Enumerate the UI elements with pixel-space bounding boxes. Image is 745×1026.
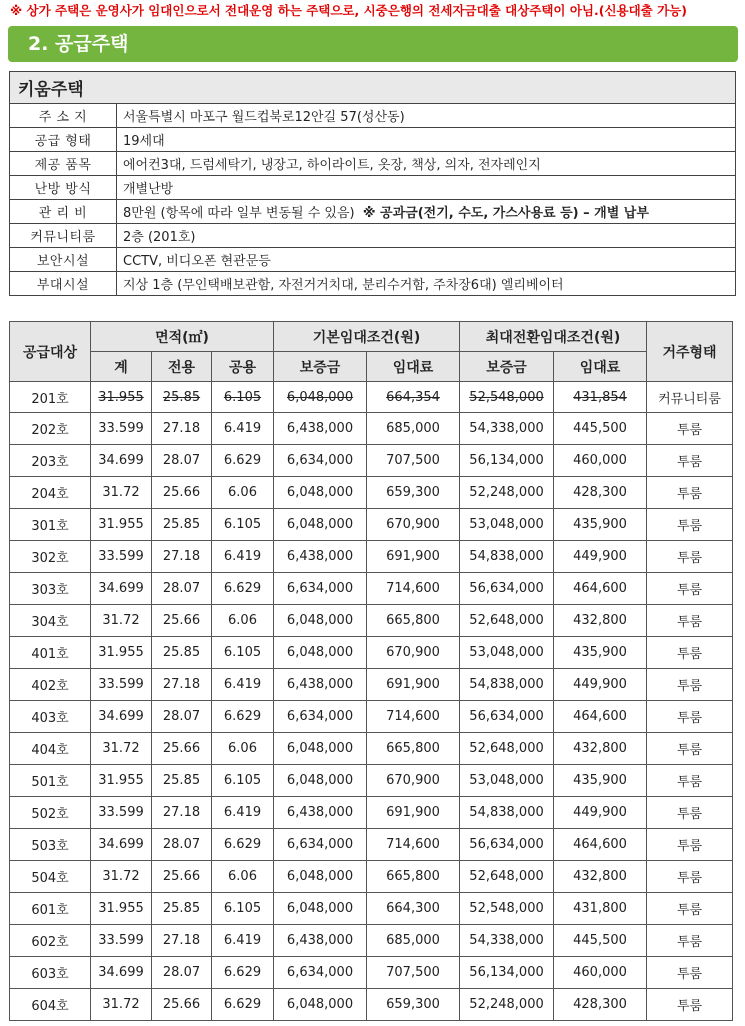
info-row-security [10, 248, 736, 272]
info-value [117, 200, 736, 224]
max-rent-cell: 428,300 [554, 989, 647, 1021]
area-private-cell: 27.18 [152, 925, 212, 957]
deposit-cell: 6,048,000 [274, 893, 367, 925]
max-deposit-cell: 52,548,000 [460, 893, 554, 925]
rent-cell: 665,800 [367, 733, 460, 765]
info-row-community [10, 224, 736, 248]
unit-cell: 604호 [10, 989, 91, 1021]
area-common-cell: 6.06 [212, 733, 274, 765]
area-private-cell: 27.18 [152, 669, 212, 701]
max-deposit-cell: 52,648,000 [460, 733, 554, 765]
deposit-cell: 6,048,000 [274, 637, 367, 669]
table-row [10, 477, 733, 509]
info-label: 보안시설 [10, 248, 117, 272]
info-row-facilities [10, 272, 736, 296]
deposit-cell: 6,634,000 [274, 573, 367, 605]
rent-cell: 664,300 [367, 893, 460, 925]
area-total-cell: 31.955 [91, 509, 152, 541]
deposit-cell: 6,438,000 [274, 797, 367, 829]
header-unit: 공급대상 [10, 322, 91, 382]
type-cell: 투룸 [647, 509, 733, 541]
info-row-address [10, 104, 736, 128]
rent-cell: 714,600 [367, 829, 460, 861]
table-row [10, 861, 733, 893]
rent-cell: 685,000 [367, 925, 460, 957]
max-rent-cell: 445,500 [554, 925, 647, 957]
deposit-cell: 6,048,000 [274, 509, 367, 541]
info-label: 부대시설 [10, 272, 117, 296]
deposit-cell: 6,048,000 [274, 989, 367, 1021]
type-cell: 투룸 [647, 701, 733, 733]
max-rent-cell: 449,900 [554, 669, 647, 701]
type-cell: 투룸 [647, 477, 733, 509]
header-base-lease: 기본임대조건(원) [274, 322, 460, 352]
info-value: 개별난방 [117, 176, 736, 200]
unit-cell: 304호 [10, 605, 91, 637]
type-cell: 투룸 [647, 637, 733, 669]
area-total-cell: 31.955 [91, 893, 152, 925]
area-private-cell: 27.18 [152, 413, 212, 445]
maintenance-fee: 8만원 (항목에 따라 일부 변동될 수 있음) [123, 206, 355, 221]
max-deposit-cell: 56,634,000 [460, 701, 554, 733]
unit-cell: 302호 [10, 541, 91, 573]
max-deposit-cell: 56,134,000 [460, 957, 554, 989]
deposit-cell: 6,048,000 [274, 733, 367, 765]
area-common-cell: 6.06 [212, 477, 274, 509]
type-cell: 커뮤니티룸 [647, 382, 733, 413]
deposit-cell: 6,634,000 [274, 445, 367, 477]
deposit-cell: 6,048,000 [274, 765, 367, 797]
max-deposit-cell: 53,048,000 [460, 509, 554, 541]
max-deposit-cell: 54,338,000 [460, 413, 554, 445]
type-cell: 투룸 [647, 605, 733, 637]
area-private-cell: 28.07 [152, 573, 212, 605]
notice-text: ※ 상가 주택은 운영사가 임대인으로서 전대운영 하는 주택으로, 시중은행의 전세자금대출 대상주택이 아님.(신용대출 가능) [10, 3, 687, 18]
section-title: 2. 공급주택 [8, 26, 738, 62]
area-total-cell: 34.699 [91, 701, 152, 733]
area-private-cell: 25.66 [152, 733, 212, 765]
units-table [9, 321, 733, 1021]
table-row [10, 605, 733, 637]
area-total-cell: 33.599 [91, 797, 152, 829]
table-row [10, 413, 733, 445]
area-private-cell: 28.07 [152, 445, 212, 477]
type-cell: 투룸 [647, 893, 733, 925]
area-common-cell: 6.629 [212, 989, 274, 1021]
area-private-cell: 28.07 [152, 957, 212, 989]
type-cell: 투룸 [647, 669, 733, 701]
deposit-cell: 6,048,000 [274, 861, 367, 893]
rent-cell: 670,900 [367, 637, 460, 669]
max-rent-cell: 460,000 [554, 957, 647, 989]
max-deposit-cell: 52,548,000 [460, 382, 554, 413]
area-total-cell: 33.599 [91, 925, 152, 957]
unit-cell: 402호 [10, 669, 91, 701]
house-name: 키움주택 [10, 72, 736, 104]
max-rent-cell: 432,800 [554, 605, 647, 637]
rent-cell: 664,354 [367, 382, 460, 413]
max-deposit-cell: 54,838,000 [460, 797, 554, 829]
area-total-cell: 31.955 [91, 765, 152, 797]
unit-cell: 203호 [10, 445, 91, 477]
type-cell: 투룸 [647, 861, 733, 893]
header-area: 면적(㎡) [91, 322, 274, 352]
info-value: 19세대 [117, 128, 736, 152]
header-type: 거주형태 [647, 322, 733, 382]
table-row [10, 925, 733, 957]
table-row [10, 445, 733, 477]
max-rent-cell: 464,600 [554, 701, 647, 733]
area-private-cell: 28.07 [152, 701, 212, 733]
table-row [10, 669, 733, 701]
deposit-cell: 6,438,000 [274, 669, 367, 701]
info-row-maintenance [10, 200, 736, 224]
info-label: 주 소 지 [10, 104, 117, 128]
area-total-cell: 31.72 [91, 861, 152, 893]
unit-cell: 501호 [10, 765, 91, 797]
unit-cell: 404호 [10, 733, 91, 765]
info-value: 서울특별시 마포구 월드컵북로12안길 57(성산동) [117, 104, 736, 128]
max-deposit-cell: 56,634,000 [460, 573, 554, 605]
max-rent-cell: 432,800 [554, 861, 647, 893]
unit-cell: 301호 [10, 509, 91, 541]
type-cell: 투룸 [647, 733, 733, 765]
area-private-cell: 25.66 [152, 989, 212, 1021]
table-row [10, 733, 733, 765]
area-common-cell: 6.629 [212, 829, 274, 861]
table-row [10, 573, 733, 605]
area-total-cell: 33.599 [91, 669, 152, 701]
info-label: 공급 형태 [10, 128, 117, 152]
rent-cell: 665,800 [367, 861, 460, 893]
info-label: 관 리 비 [10, 200, 117, 224]
header-deposit: 보증금 [274, 352, 367, 382]
rent-cell: 659,300 [367, 477, 460, 509]
type-cell: 투룸 [647, 445, 733, 477]
info-value: 지상 1층 (무인택배보관함, 자전거거치대, 분리수거함, 주차장6대) 엘리베이터 [117, 272, 736, 296]
header-max-deposit: 보증금 [460, 352, 554, 382]
units-table-body [10, 382, 733, 1021]
area-private-cell: 25.85 [152, 893, 212, 925]
info-row-supply-type [10, 128, 736, 152]
max-deposit-cell: 54,838,000 [460, 669, 554, 701]
max-deposit-cell: 56,134,000 [460, 445, 554, 477]
table-row [10, 701, 733, 733]
area-total-cell: 34.699 [91, 829, 152, 861]
info-label: 제공 품목 [10, 152, 117, 176]
area-private-cell: 27.18 [152, 541, 212, 573]
max-deposit-cell: 56,634,000 [460, 829, 554, 861]
rent-cell: 691,900 [367, 541, 460, 573]
rent-cell: 714,600 [367, 701, 460, 733]
area-common-cell: 6.419 [212, 925, 274, 957]
type-cell: 투룸 [647, 541, 733, 573]
area-common-cell: 6.629 [212, 445, 274, 477]
table-row [10, 541, 733, 573]
area-total-cell: 34.699 [91, 957, 152, 989]
deposit-cell: 6,438,000 [274, 925, 367, 957]
rent-cell: 707,500 [367, 957, 460, 989]
max-rent-cell: 435,900 [554, 637, 647, 669]
rent-cell: 670,900 [367, 509, 460, 541]
area-total-cell: 34.699 [91, 573, 152, 605]
unit-cell: 601호 [10, 893, 91, 925]
header-rent: 임대료 [367, 352, 460, 382]
deposit-cell: 6,634,000 [274, 829, 367, 861]
deposit-cell: 6,048,000 [274, 605, 367, 637]
area-common-cell: 6.419 [212, 797, 274, 829]
type-cell: 투룸 [647, 925, 733, 957]
area-private-cell: 25.85 [152, 637, 212, 669]
area-private-cell: 25.85 [152, 509, 212, 541]
area-total-cell: 31.955 [91, 637, 152, 669]
area-total-cell: 34.699 [91, 445, 152, 477]
info-label: 커뮤니티룸 [10, 224, 117, 248]
max-rent-cell: 460,000 [554, 445, 647, 477]
area-total-cell: 31.72 [91, 605, 152, 637]
table-row [10, 509, 733, 541]
table-row [10, 382, 733, 413]
area-private-cell: 25.85 [152, 765, 212, 797]
max-deposit-cell: 52,648,000 [460, 605, 554, 637]
table-row [10, 637, 733, 669]
area-total-cell: 33.599 [91, 413, 152, 445]
max-rent-cell: 431,800 [554, 893, 647, 925]
table-row [10, 765, 733, 797]
area-common-cell: 6.419 [212, 541, 274, 573]
unit-cell: 201호 [10, 382, 91, 413]
unit-cell: 504호 [10, 861, 91, 893]
max-rent-cell: 432,800 [554, 733, 647, 765]
type-cell: 투룸 [647, 797, 733, 829]
unit-cell: 403호 [10, 701, 91, 733]
info-row-items [10, 152, 736, 176]
max-deposit-cell: 53,048,000 [460, 637, 554, 669]
area-private-cell: 25.85 [152, 382, 212, 413]
info-row-heating [10, 176, 736, 200]
max-deposit-cell: 54,338,000 [460, 925, 554, 957]
header-area-total: 계 [91, 352, 152, 382]
max-deposit-cell: 54,838,000 [460, 541, 554, 573]
type-cell: 투룸 [647, 957, 733, 989]
area-total-cell: 31.72 [91, 733, 152, 765]
deposit-cell: 6,438,000 [274, 413, 367, 445]
rent-cell: 665,800 [367, 605, 460, 637]
max-deposit-cell: 53,048,000 [460, 765, 554, 797]
area-common-cell: 6.06 [212, 605, 274, 637]
max-rent-cell: 464,600 [554, 829, 647, 861]
info-value: CCTV, 비디오폰 현관문등 [117, 248, 736, 272]
type-cell: 투룸 [647, 413, 733, 445]
area-common-cell: 6.105 [212, 637, 274, 669]
max-rent-cell: 431,854 [554, 382, 647, 413]
area-total-cell: 31.72 [91, 477, 152, 509]
type-cell: 투룸 [647, 989, 733, 1021]
max-rent-cell: 464,600 [554, 573, 647, 605]
info-value: 2층 (201호) [117, 224, 736, 248]
area-common-cell: 6.419 [212, 669, 274, 701]
table-row [10, 893, 733, 925]
max-deposit-cell: 52,248,000 [460, 477, 554, 509]
area-common-cell: 6.629 [212, 957, 274, 989]
info-label: 난방 방식 [10, 176, 117, 200]
type-cell: 투룸 [647, 573, 733, 605]
header-max-rent: 임대료 [554, 352, 647, 382]
area-private-cell: 25.66 [152, 477, 212, 509]
area-private-cell: 27.18 [152, 797, 212, 829]
area-private-cell: 28.07 [152, 829, 212, 861]
table-row [10, 957, 733, 989]
unit-cell: 401호 [10, 637, 91, 669]
max-rent-cell: 445,500 [554, 413, 647, 445]
unit-cell: 503호 [10, 829, 91, 861]
header-area-common: 공용 [212, 352, 274, 382]
utility-note: ※ 공과금(전기, 수도, 가스사용료 등) – 개별 납부 [362, 206, 649, 221]
house-info-table [9, 71, 736, 296]
area-common-cell: 6.105 [212, 509, 274, 541]
unit-cell: 603호 [10, 957, 91, 989]
area-common-cell: 6.629 [212, 573, 274, 605]
unit-cell: 204호 [10, 477, 91, 509]
area-private-cell: 25.66 [152, 605, 212, 637]
deposit-cell: 6,438,000 [274, 541, 367, 573]
deposit-cell: 6,048,000 [274, 477, 367, 509]
header-max-lease: 최대전환임대조건(원) [460, 322, 647, 352]
unit-cell: 502호 [10, 797, 91, 829]
rent-cell: 691,900 [367, 669, 460, 701]
area-private-cell: 25.66 [152, 861, 212, 893]
type-cell: 투룸 [647, 765, 733, 797]
unit-cell: 602호 [10, 925, 91, 957]
rent-cell: 707,500 [367, 445, 460, 477]
max-rent-cell: 435,900 [554, 509, 647, 541]
max-rent-cell: 428,300 [554, 477, 647, 509]
table-row [10, 797, 733, 829]
area-common-cell: 6.105 [212, 765, 274, 797]
max-deposit-cell: 52,648,000 [460, 861, 554, 893]
unit-cell: 202호 [10, 413, 91, 445]
area-total-cell: 31.72 [91, 989, 152, 1021]
area-common-cell: 6.06 [212, 861, 274, 893]
area-common-cell: 6.419 [212, 413, 274, 445]
max-deposit-cell: 52,248,000 [460, 989, 554, 1021]
rent-cell: 714,600 [367, 573, 460, 605]
deposit-cell: 6,634,000 [274, 701, 367, 733]
rent-cell: 659,300 [367, 989, 460, 1021]
deposit-cell: 6,634,000 [274, 957, 367, 989]
max-rent-cell: 449,900 [554, 797, 647, 829]
area-common-cell: 6.105 [212, 382, 274, 413]
max-rent-cell: 435,900 [554, 765, 647, 797]
rent-cell: 691,900 [367, 797, 460, 829]
header-area-private: 전용 [152, 352, 212, 382]
rent-cell: 685,000 [367, 413, 460, 445]
area-total-cell: 31.955 [91, 382, 152, 413]
area-common-cell: 6.105 [212, 893, 274, 925]
table-row [10, 829, 733, 861]
unit-cell: 303호 [10, 573, 91, 605]
info-value: 에어컨3대, 드럼세탁기, 냉장고, 하이라이트, 옷장, 책상, 의자, 전자레인지 [117, 152, 736, 176]
area-total-cell: 33.599 [91, 541, 152, 573]
rent-cell: 670,900 [367, 765, 460, 797]
deposit-cell: 6,048,000 [274, 382, 367, 413]
max-rent-cell: 449,900 [554, 541, 647, 573]
area-common-cell: 6.629 [212, 701, 274, 733]
table-row [10, 989, 733, 1021]
type-cell: 투룸 [647, 829, 733, 861]
